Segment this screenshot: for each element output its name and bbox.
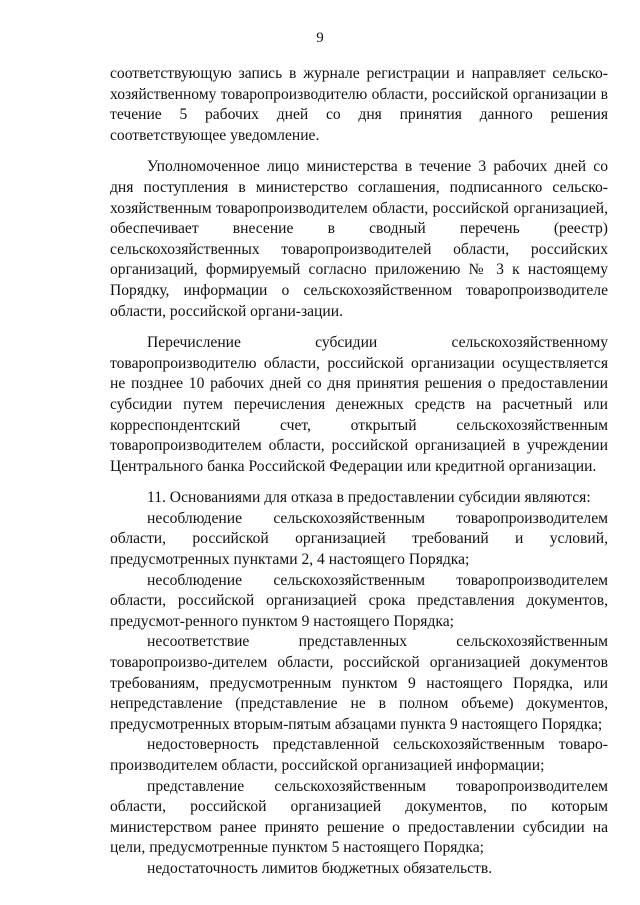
paragraph-notification: соответствующую запись в журнале регистрации и направляет сельско-хозяйственному товаропроизводителю области, российской организации в течение 5 рабочих дней со дня принятия данного решения соответствующее уведомление. — [110, 65, 608, 144]
refusal-item-false-info: недостоверность представленной сельскохозяйственным товаро-производителем области, российской организацией информации; — [110, 736, 608, 774]
paragraph-refusal-heading: 11. Основаниями для отказа в предоставлении субсидии являются: — [147, 489, 591, 507]
refusal-item-duplicate: представление сельскохозяйственным товаропроизводителем области, российской организацией документов, по которым министерством ранее принято решение о предоставлении субсидии на цели, предусмотренные пунктом 5 настоящего Порядка; — [110, 777, 608, 857]
refusal-item-limits: недостаточность лимитов бюджетных обязательств. — [147, 859, 493, 877]
refusal-item-documents: несоответствие представленных сельскохозяйственным товаропроизво-дителем области, российской организацией документов требованиям, предусмотренным пунктом 9 настоящего Порядка, или непредставление (представление не в полном объеме) документов, предусмотренных вторым-пятым абзацами пункта 9 настоящего Порядка; — [110, 633, 608, 733]
paragraph-registry: Уполномоченное лицо министерства в течение 3 рабочих дней со дня поступления в министерство соглашения, подписанного сельско-хозяйственным товаропроизводителем области, российской организацией, обеспечивает внесение в сводный перечень (реестр) сельскохозяйственных товаропроизводителей области, российских организаций, формируемый согласно приложению № 3 к настоящему Порядку, информации о сельскохозяйственном товаропроизводителе области, российской органи-зации. — [110, 158, 608, 320]
document-body — [110, 64, 608, 880]
refusal-item-deadline: несоблюдение сельскохозяйственным товаропроизводителем области, российской организацией срока представления документов, предусмот-ренного пунктом 9 настоящего Порядка; — [110, 571, 608, 630]
page-number: 9 — [316, 30, 324, 46]
paragraph-transfer: Перечисление субсидии сельскохозяйственному товаропроизводителю области, российской организации осуществляется не позднее 10 рабочих дней со дня принятия решения о предоставлении субсидии путем перечисления денежных средств на расчетный или корреспондентский счет, открытый сельскохозяйственным товаропроизводителем области, российской организацией в учреждении Центрального банка Российской Федерации или кредитной организации. — [110, 334, 608, 475]
refusal-item-requirements: несоблюдение сельскохозяйственным товаропроизводителем области, российской организацией требований и условий, предусмотренных пунктами 2, 4 настоящего Порядка; — [110, 509, 608, 569]
